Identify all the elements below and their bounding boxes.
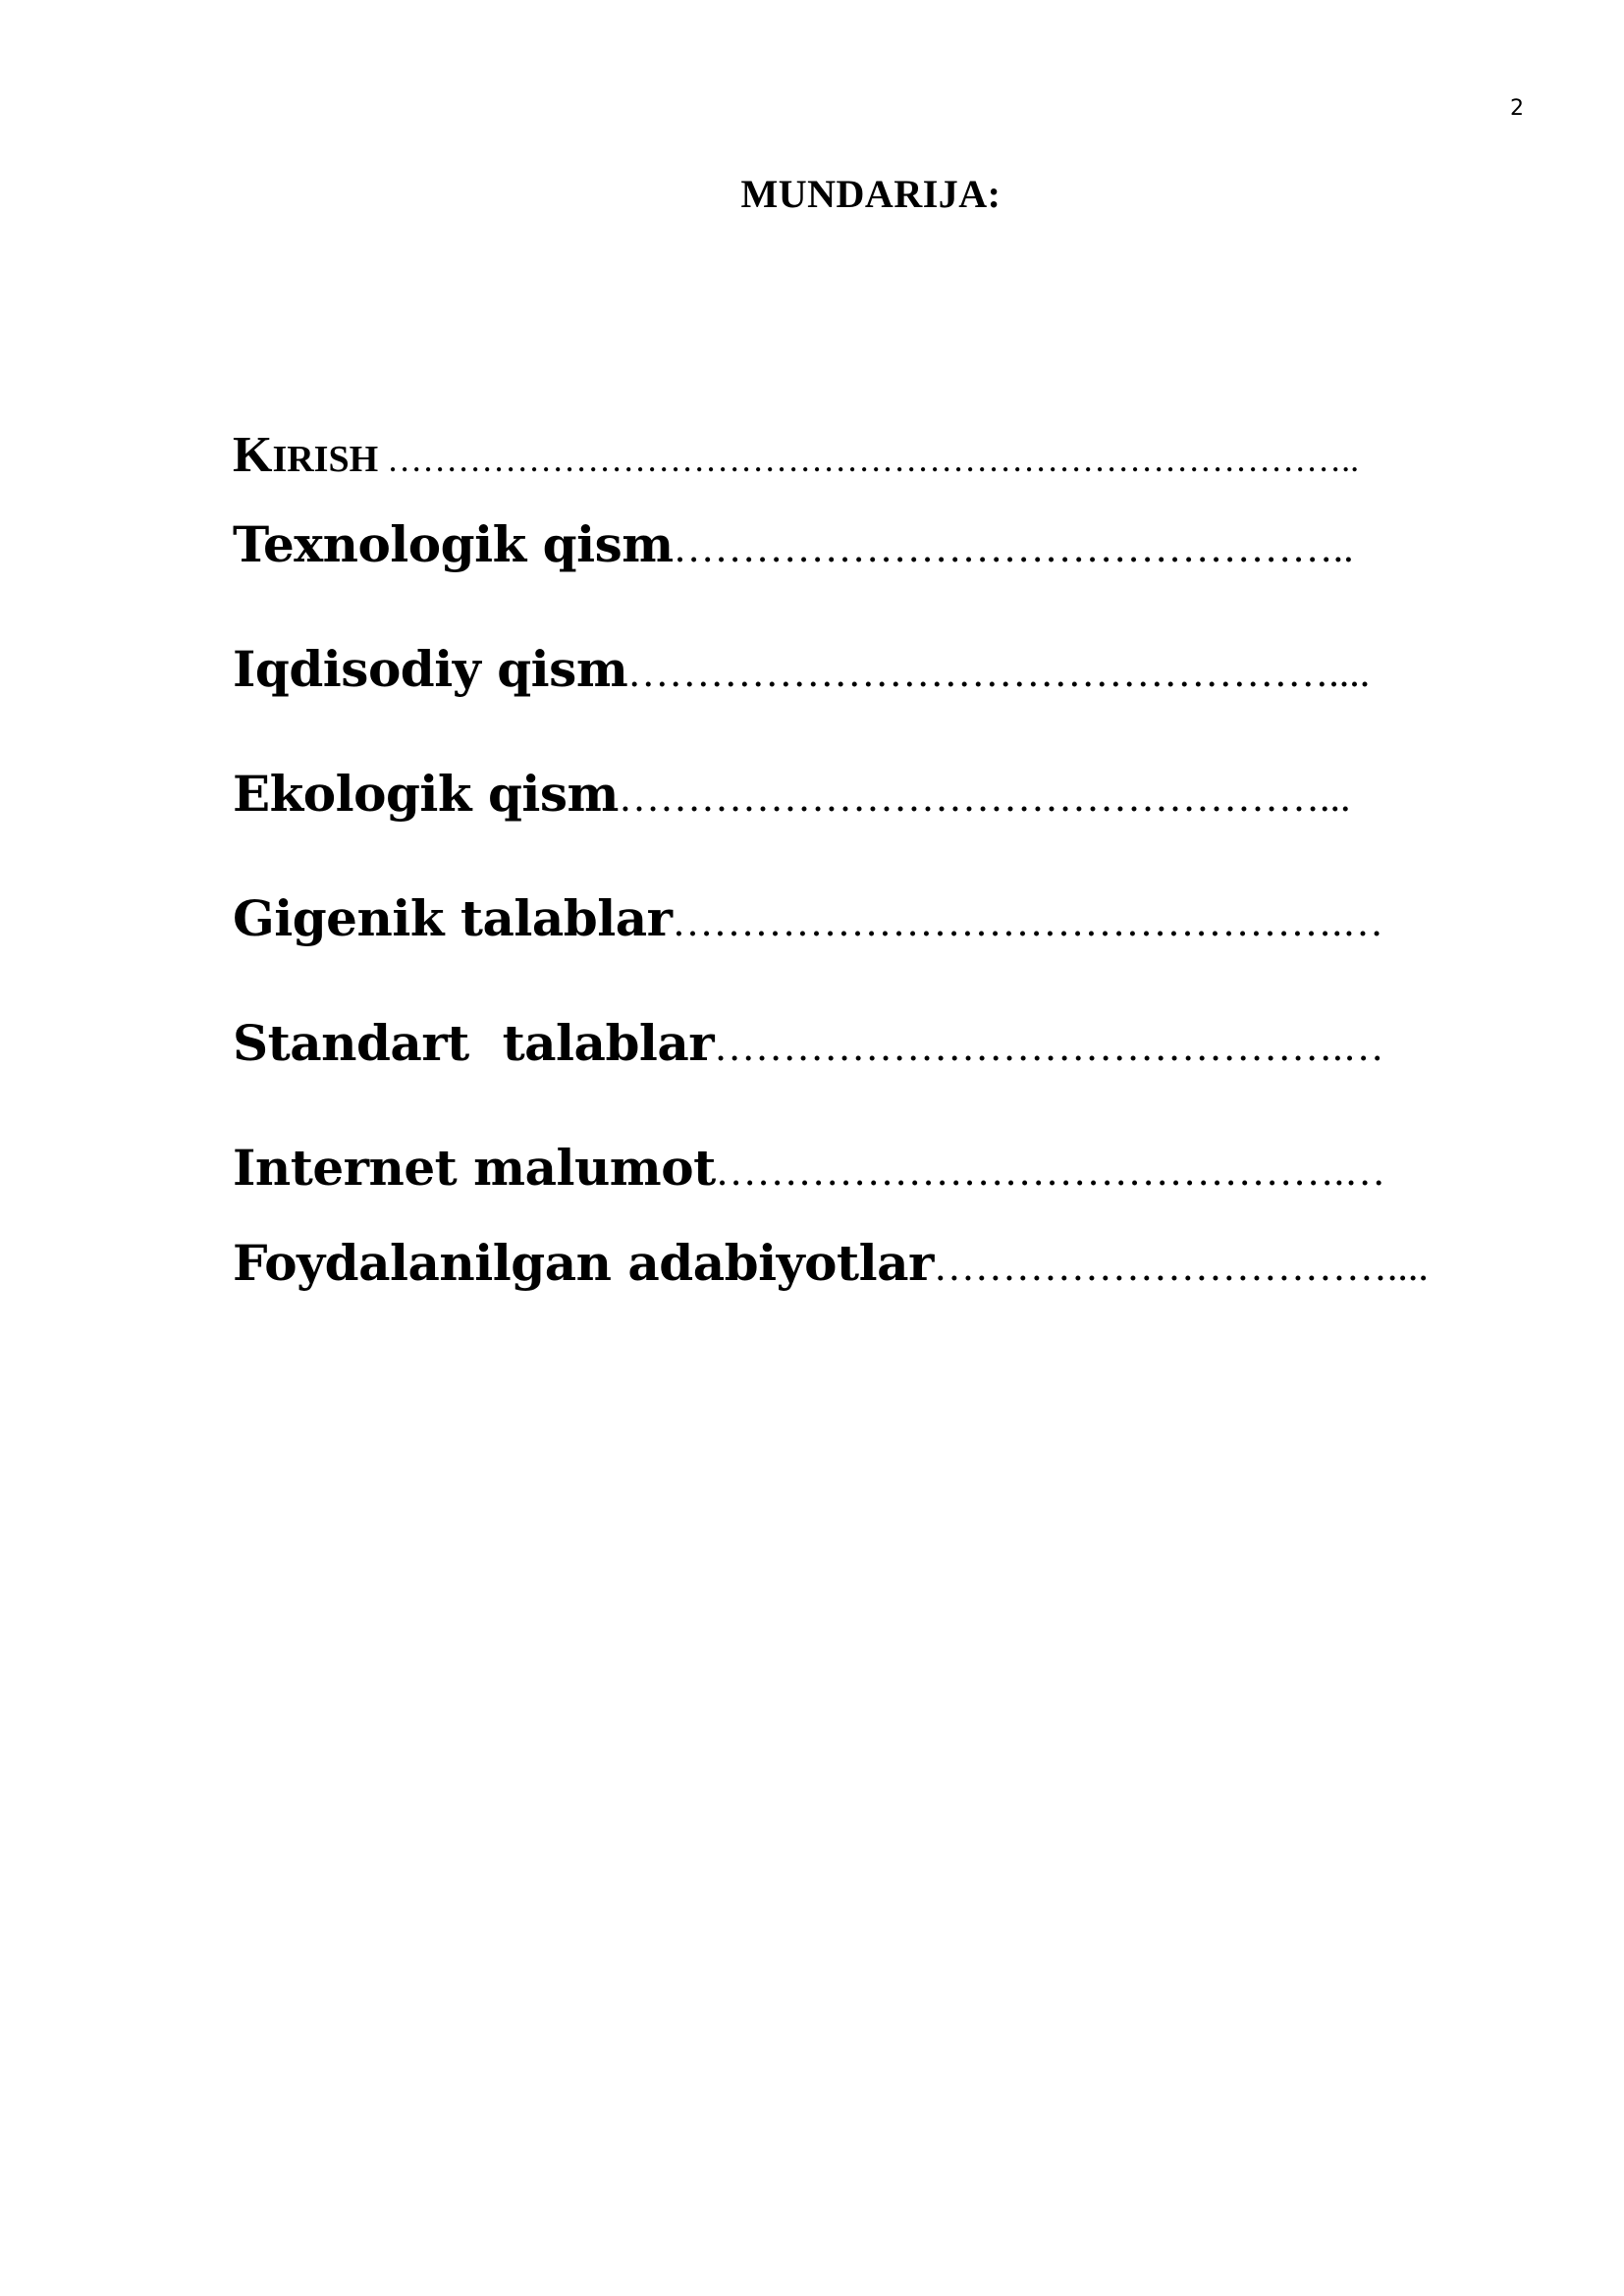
toc-entry-label-initial: K (233, 427, 273, 483)
toc-leader-dots: …………………………….... (933, 1245, 1429, 1290)
toc-entry-internet-malumot[interactable] (233, 1139, 1386, 1197)
toc-leader-dots: ……………………………………………………………………….. (378, 440, 1360, 479)
toc-entry-texnologik-qism[interactable] (233, 515, 1354, 573)
toc-entry-ekologik-qism[interactable] (233, 765, 1351, 823)
toc-entry-foydalanilgan-adabiyotlar[interactable] (233, 1234, 1429, 1292)
toc-leader-dots: ………………………………………….… (672, 900, 1383, 945)
toc-leader-dots: ……………………………………………... (618, 775, 1351, 821)
toc-leader-dots: ………………………………………….. (673, 526, 1354, 571)
toc-entry-label (233, 427, 378, 483)
toc-entry-gigenik-talablar[interactable] (233, 889, 1383, 947)
toc-entry-label: Standart talablar (233, 1014, 715, 1072)
toc-entry-iqdisodiy-qism[interactable] (233, 640, 1371, 698)
toc-entry-label: Internet malumot (233, 1139, 716, 1197)
toc-entry-label-rest: IRISH (272, 439, 379, 480)
toc-entry-label: Iqdisodiy qism (233, 640, 628, 698)
page-title: MUNDARIJA: (740, 172, 1001, 216)
toc-entry-label: Foydalanilgan adabiyotlar (233, 1234, 934, 1292)
toc-entry-label: Ekologik qism (233, 765, 619, 823)
page-number: 2 (1510, 96, 1524, 121)
toc-leader-dots: …………………………………………….... (627, 651, 1371, 696)
toc-entry-kirish[interactable] (233, 427, 1360, 483)
toc-entry-standart-talablar[interactable] (233, 1014, 1384, 1072)
toc-entry-label: Gigenik talablar (233, 889, 673, 947)
toc-leader-dots: ……………………………………….… (715, 1149, 1386, 1195)
toc-entry-label: Texnologik qism (233, 515, 674, 573)
toc-leader-dots: ……………………………………….… (714, 1025, 1384, 1070)
